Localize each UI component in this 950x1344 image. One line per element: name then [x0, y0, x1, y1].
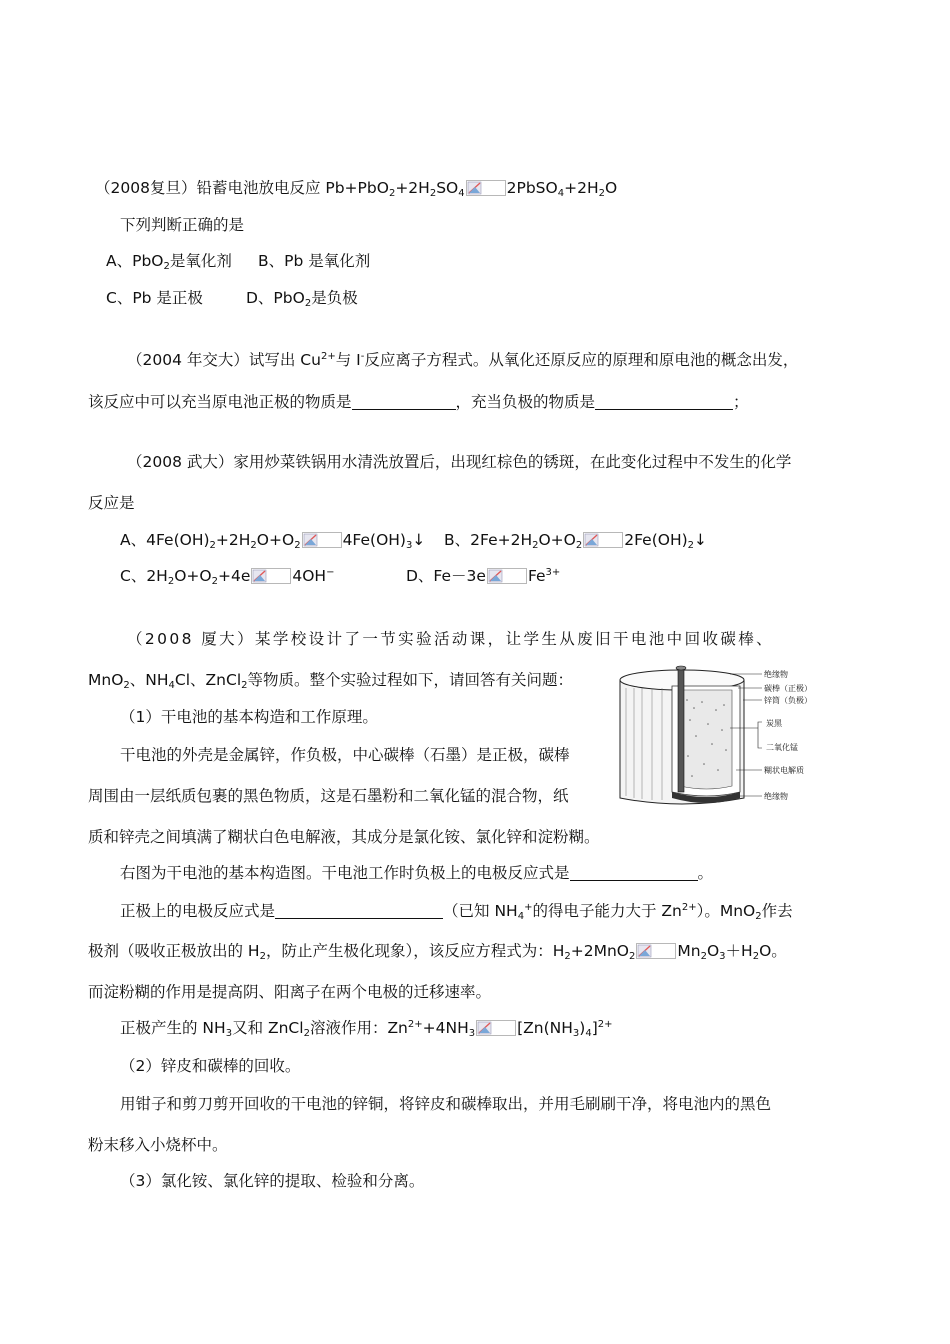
answer-blank[interactable] — [595, 394, 733, 410]
q4-paragraph-7a: 用钳子和剪刀剪开回收的干电池的锌铜，将锌皮和碳棒取出，并用毛刷刷干净，将电池内的黑色 — [120, 1095, 772, 1113]
label-graphite: 炭黑 — [766, 719, 782, 728]
label-paste: 糊状电解质 — [764, 766, 804, 775]
q3-line-2: 反应是 — [88, 494, 135, 512]
reaction-arrow-icon — [476, 1020, 516, 1036]
q3-option-b: B、$2Fe+2H_2O+O_2$ $2Fe(OH)_2↓$ — [444, 531, 708, 551]
q3-option-a: A、$4Fe(OH)_2+2H_2O+O_2$ $4Fe(OH)_3↓$ — [120, 531, 426, 551]
q1-equation-line: （2008复旦）铅蓄电池放电反应 $Pb+PbO_2+2H_2SO_4$ $2PbSO_4+2H_2O$ — [95, 179, 618, 199]
q1-option-b: B、Pb 是氧化剂 — [258, 252, 371, 270]
q4-paragraph-3: 正极上的电极反应式是 （已知 $NH^{4+}$的得电子能力大于 $Zn^{2+}$）。MnO$_2$作去 — [120, 902, 793, 922]
reaction-arrow-icon — [583, 532, 623, 548]
q1-option-c: C、Pb 是正极 — [106, 289, 203, 307]
label-zinc-can: 锌筒（负极） — [764, 696, 812, 705]
reaction-arrow-icon — [487, 568, 527, 584]
label-mno2: 二氧化锰 — [766, 743, 798, 752]
answer-blank[interactable] — [570, 865, 698, 881]
reaction-arrow-icon — [636, 943, 676, 959]
q4-paragraph-6: 正极产生的 $NH_3$又和 ZnCl$_2$溶液作用：$Zn^{2+}+4NH_3$ $[Zn(NH_3)_4]^{2+}$ — [120, 1019, 613, 1039]
reaction-arrow-icon — [251, 568, 291, 584]
q4-paragraph-1b: 周围由一层纸质包裹的黑色物质，这是石墨粉和二氧化锰的混合物，纸 — [88, 787, 569, 805]
q4-paragraph-1a: 干电池的外壳是金属锌，作负极，中心碳棒（石墨）是正极，碳棒 — [120, 746, 570, 764]
q4-subheading-3: （3）氯化铵、氯化锌的提取、检验和分离。 — [120, 1172, 425, 1190]
reaction-arrow-icon — [302, 532, 342, 548]
q1-prompt: 下列判断正确的是 — [120, 216, 245, 234]
q4-line-1: （2008 厦大）某学校设计了一节实验活动课，让学生从废旧干电池中回收碳棒、 — [127, 630, 775, 648]
q1-option-a: A、PbO$_2$是氧化剂 — [106, 252, 232, 272]
answer-blank[interactable] — [352, 394, 456, 410]
q4-paragraph-7b: 粉末移入小烧杯中。 — [88, 1136, 228, 1154]
q3-option-c: C、$2H_2O+O_2+4e$ 4OH− — [120, 567, 335, 587]
q4-subheading-1: （1）干电池的基本构造和工作原理。 — [120, 708, 378, 726]
q4-subheading-2: （2）锌皮和碳棒的回收。 — [120, 1057, 301, 1075]
dry-cell-diagram — [612, 660, 822, 820]
q2-line-2: 该反应中可以充当原电池正极的物质是 ，充当负极的物质是 ； — [88, 393, 749, 411]
label-insulator-top: 绝缘物 — [764, 670, 788, 679]
reaction-arrow-icon — [466, 180, 506, 196]
q4-paragraph-1c: 质和锌壳之间填满了糊状白色电解液，其成分是氯化铵、氯化锌和淀粉糊。 — [88, 828, 600, 846]
q2-line-1: （2004 年交大）试写出 $Cu^{2+}$与 I-反应离子方程式。从氧化还原反应的原理和原电池的概念出发， — [127, 351, 799, 369]
q4-line-2: MnO$_2$、$NH_4Cl$、ZnCl$_2$等物质。整个实验过程如下，请回答有关问题： — [88, 671, 574, 691]
q3-line-1: （2008 武大）家用炒菜铁锅用水清洗放置后，出现红棕色的锈斑，在此变化过程中不发生的化学 — [127, 453, 792, 471]
q4-paragraph-4: 极剂（吸收正极放出的 $H_2$，防止产生极化现象），该反应方程式为：$H_2+2MnO_2$ $Mn_2O_3+H_2O$。 — [88, 942, 787, 962]
answer-blank[interactable] — [275, 903, 443, 919]
q4-paragraph-2: 右图为干电池的基本构造图。干电池工作时负极上的电极反应式是 。 — [120, 864, 714, 882]
q4-paragraph-5: 而淀粉糊的作用是提高阴、阳离子在两个电极的迁移速率。 — [88, 983, 492, 1001]
label-carbon-rod: 碳棒（正极） — [764, 684, 812, 693]
label-insulator-bottom: 绝缘物 — [764, 792, 788, 801]
q3-option-d: D、Fe－3e $Fe^{3+}$ — [406, 567, 561, 585]
q1-option-d: D、PbO$_2$是负极 — [246, 289, 358, 309]
